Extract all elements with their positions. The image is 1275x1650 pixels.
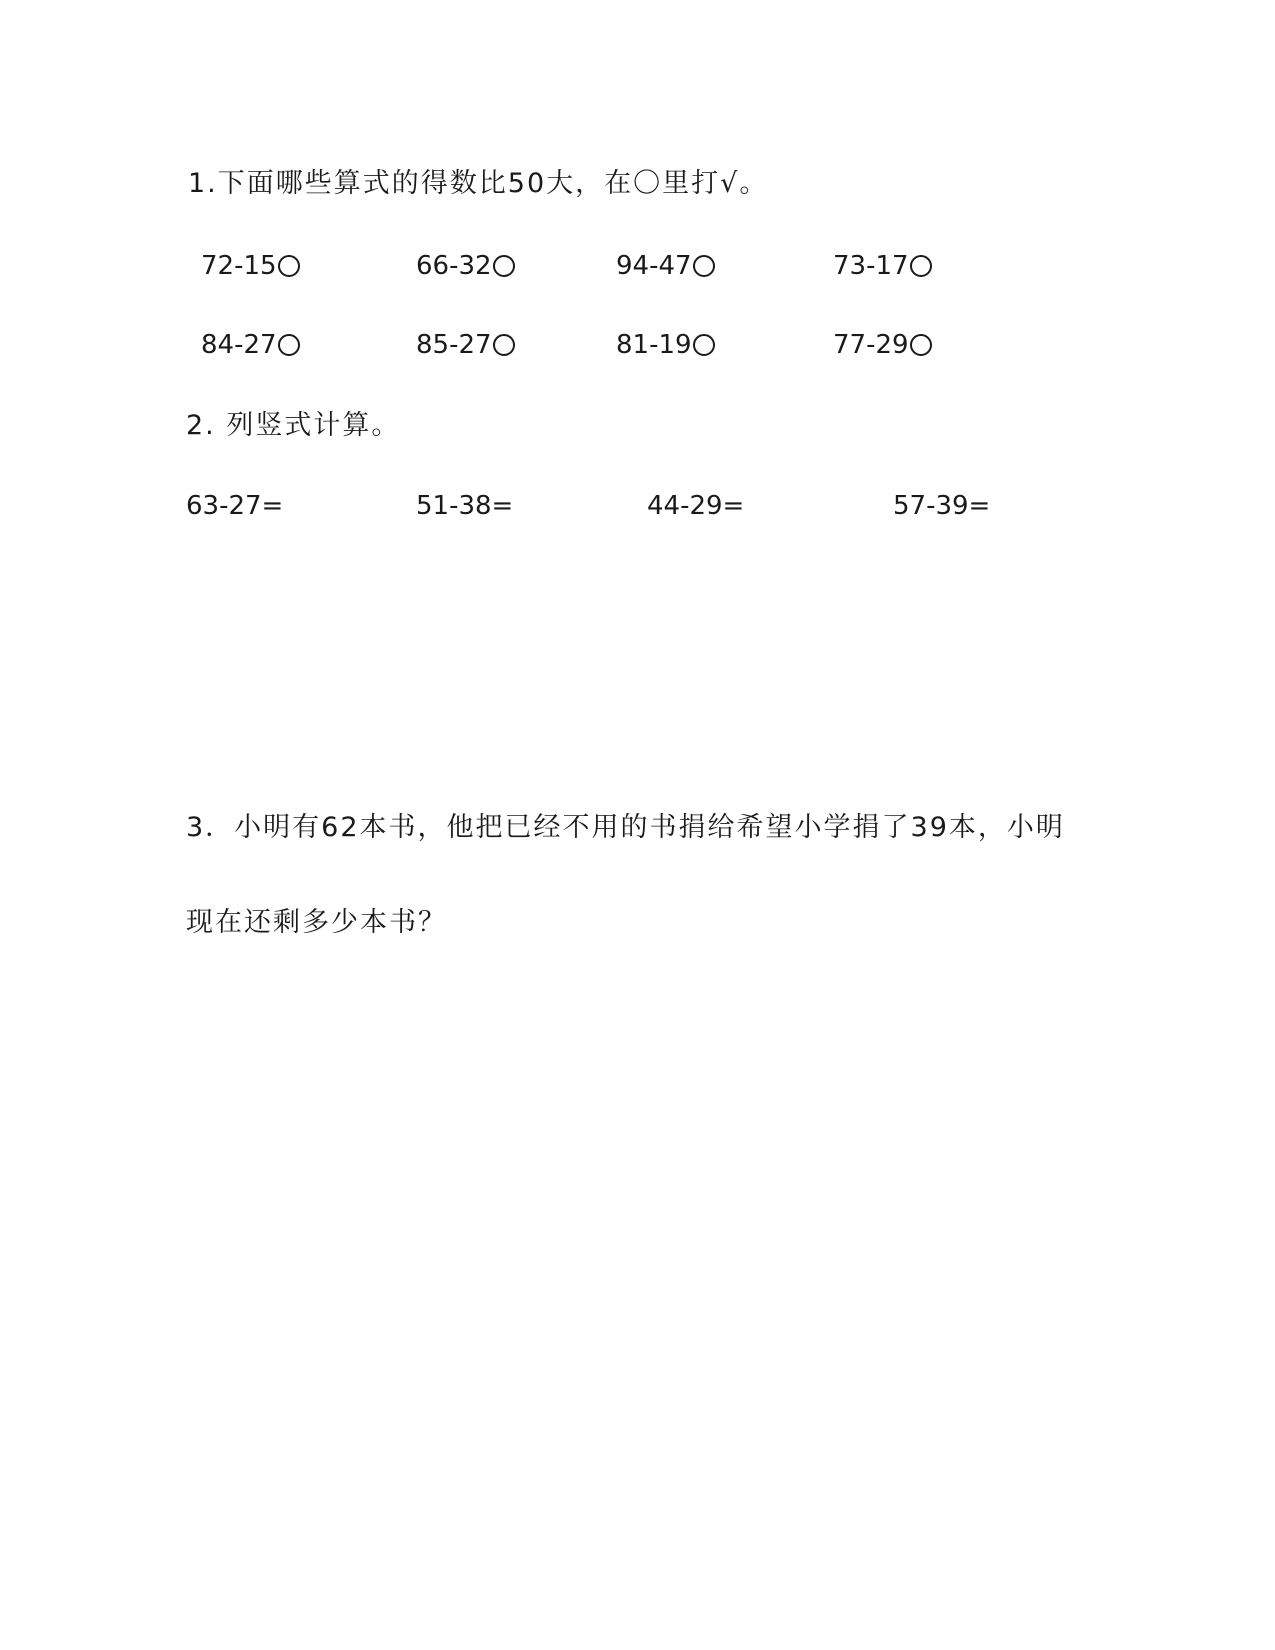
q1-item: 94-47 bbox=[616, 248, 715, 284]
answer-circle[interactable] bbox=[910, 255, 932, 277]
q1-prompt: 1.下面哪些算式的得数比50大，在〇里打√。 bbox=[188, 168, 769, 199]
answer-circle[interactable] bbox=[493, 334, 515, 356]
q1-item: 73-17 bbox=[833, 248, 932, 284]
q1-item: 81-19 bbox=[616, 327, 715, 363]
q2-item: 51-38= bbox=[416, 491, 514, 521]
q3-line-2: 现在还剩多少本书？ bbox=[186, 907, 447, 938]
answer-circle[interactable] bbox=[493, 255, 515, 277]
q1-item: 84-27 bbox=[201, 327, 300, 363]
answer-circle[interactable] bbox=[693, 255, 715, 277]
q3-line-1: 3．小明有62本书，他把已经不用的书捐给希望小学捐了39本，小明 bbox=[186, 812, 1065, 843]
q2-prompt: 2. 列竖式计算。 bbox=[186, 410, 401, 441]
q2-item: 63-27= bbox=[186, 491, 284, 521]
q1-item: 66-32 bbox=[416, 248, 515, 284]
answer-circle[interactable] bbox=[910, 334, 932, 356]
q1-item: 85-27 bbox=[416, 327, 515, 363]
answer-circle[interactable] bbox=[278, 255, 300, 277]
answer-circle[interactable] bbox=[278, 334, 300, 356]
answer-circle[interactable] bbox=[693, 334, 715, 356]
q2-item: 57-39= bbox=[893, 491, 991, 521]
q1-item: 77-29 bbox=[833, 327, 932, 363]
q1-item: 72-15 bbox=[201, 248, 300, 284]
q2-item: 44-29= bbox=[647, 491, 745, 521]
